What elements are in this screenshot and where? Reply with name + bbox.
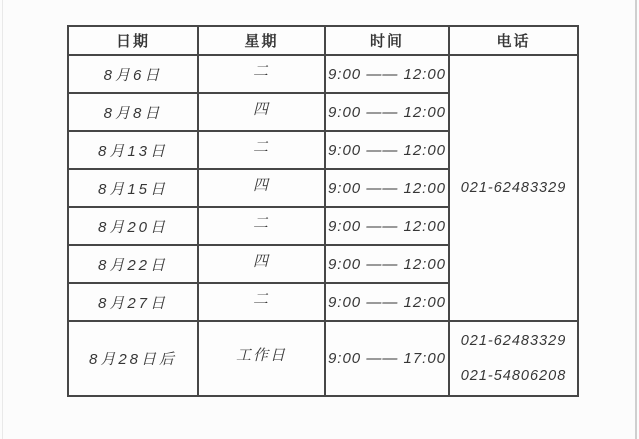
- col-header-date: 日期: [68, 26, 198, 55]
- date-cell: 8月27日: [68, 283, 198, 321]
- phone-list-cell: [449, 321, 578, 396]
- weekday-cell: 二: [198, 207, 325, 245]
- col-header-time: 时间: [325, 26, 449, 55]
- time-cell: 9:00 —— 17:00: [325, 321, 449, 396]
- weekday-cell: 二: [198, 55, 325, 93]
- weekday-cell: 工作日: [198, 321, 325, 396]
- photo-edge-line-right: [635, 0, 637, 439]
- phone-number: 021-54806208: [460, 368, 567, 384]
- time-cell: 9:00 —— 12:00: [325, 93, 449, 131]
- table-row-after-deadline: [68, 321, 578, 396]
- date-cell: 8月20日: [68, 207, 198, 245]
- date-cell: 8月6日: [68, 55, 198, 93]
- time-cell: 9:00 —— 12:00: [325, 131, 449, 169]
- date-cell: 8月22日: [68, 245, 198, 283]
- consultation-schedule-table: [67, 25, 579, 397]
- col-header-weekday: 星期: [198, 26, 325, 55]
- weekday-cell: 二: [198, 131, 325, 169]
- weekday-cell: 四: [198, 169, 325, 207]
- date-cell: 8月8日: [68, 93, 198, 131]
- weekday-cell: 四: [198, 245, 325, 283]
- time-cell: 9:00 —— 12:00: [325, 245, 449, 283]
- weekday-cell: 二: [198, 283, 325, 321]
- date-cell: 8月15日: [68, 169, 198, 207]
- weekday-cell: 四: [198, 93, 325, 131]
- date-cell: 8月28日后: [68, 321, 198, 396]
- phone-merged-cell: 021-62483329: [449, 55, 578, 321]
- header-row: [68, 26, 578, 55]
- time-cell: 9:00 —— 12:00: [325, 55, 449, 93]
- date-cell: 8月13日: [68, 131, 198, 169]
- time-cell: 9:00 —— 12:00: [325, 169, 449, 207]
- phone-number: 021-62483329: [460, 332, 567, 349]
- col-header-phone: 电话: [449, 26, 578, 55]
- time-cell: 9:00 —— 12:00: [325, 207, 449, 245]
- photo-edge-line-left: [2, 0, 3, 439]
- time-cell: 9:00 —— 12:00: [325, 283, 449, 321]
- table-row: [68, 55, 578, 93]
